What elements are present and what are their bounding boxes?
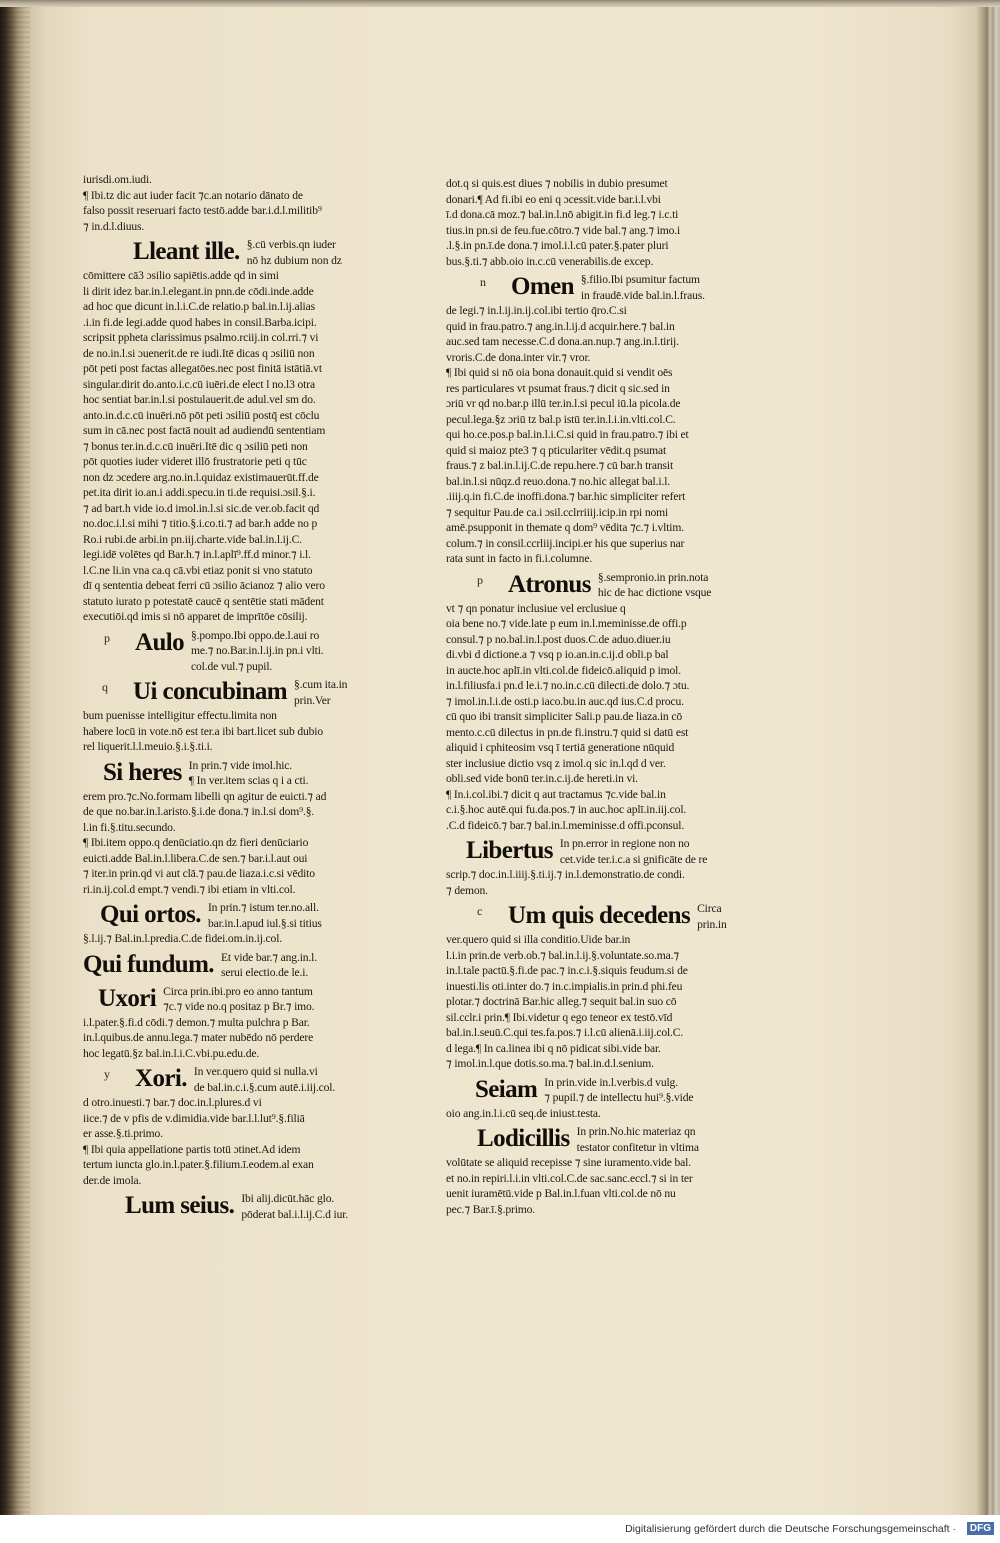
text-line: sil.cclr.i prin.¶ Ibi.videtur q ego teneor ex testō.vīd — [446, 1010, 673, 1024]
text-line: res particulares vt psumat fraus.⁊ dicit q sic.sed in — [446, 381, 670, 395]
text-line: bal.in.l.si nūqz.d reuo.dona.⁊ no.hic allegat bal.i.l. — [446, 474, 671, 488]
entry-side-text — [294, 677, 347, 708]
text-line: cōmittere cā3 ɔsilio sapiētis.adde qd in simi — [83, 269, 279, 282]
entry-heading: Qui fundum. — [83, 950, 214, 978]
entry-heading: Seiam — [475, 1075, 538, 1103]
entry-heading: Atronus — [508, 570, 591, 598]
left-text-column — [83, 172, 413, 1222]
text-line: erem pro.⁊c.No.formam libelli qn agitur de euicti.⁊ ad — [83, 789, 327, 803]
text-line: scrip.⁊ doc.in.l.iiij.§.ti.ij.⁊ in.l.demonstratio.de condi. — [446, 868, 685, 881]
text-line: me.⁊ no.Bar.in.l.ij.in pn.i vlti. — [191, 644, 324, 657]
text-line: di.vbi d dictione.a ⁊ vsq p io.an.in.c.ij.d obli.p bal — [446, 648, 669, 661]
entry-block — [98, 984, 413, 1015]
text-line: §.cum ita.in — [294, 678, 348, 691]
text-line: executiōi.qd imis si nō apparet de imprītōe cōsilij. — [83, 610, 308, 623]
entry-block — [477, 901, 776, 932]
entry-heading: Aulo — [135, 628, 185, 656]
text-line: Et vide bar.⁊ ang.in.l. — [220, 950, 317, 964]
entry-heading: Qui ortos. — [100, 901, 201, 928]
entry-side-text — [581, 272, 705, 303]
text-line: ¶ In.i.col.ibi.⁊ dicit q aut tractamus ⁊c.vide bal.in — [446, 787, 666, 801]
text-line: §.filio.Ibi psumitur factum — [580, 273, 700, 286]
guide-letter: p — [477, 572, 483, 587]
text-line: oia bene no.⁊ vide.late p eum in.l.meminisse.de offi.p — [446, 617, 687, 630]
text-line: habere locū in vote.nō est ter.a ibi bart.licet sub dubio — [83, 724, 324, 738]
text-line: de no.in.l.si ɔuenerit.de re iudi.Itē dicas q ɔsiliū non — [83, 346, 315, 360]
entry-block — [475, 1075, 776, 1106]
entry-side-text — [189, 758, 309, 789]
entry-heading: Lum seius. — [125, 1192, 235, 1219]
text-line: amē.psupponit in themate q dom⁹ vēdita ⁊c.⁊ i.vltim. — [446, 521, 684, 534]
entry-heading: Xori. — [135, 1065, 187, 1092]
text-line: rel liquerit.l.l.meuio.§.i.§.ti.i. — [83, 740, 213, 753]
entry-side-text — [598, 570, 711, 601]
text-line: hoc legatū.§z bal.in.l.i.C.vbi.pu.edu.de. — [83, 1046, 260, 1060]
text-line: ⁊ demon. — [446, 883, 488, 897]
text-line: li dirit idez bar.in.l.elegant.in pnn.de cōdi.inde.adde — [83, 284, 314, 298]
entry-side-text — [560, 836, 707, 867]
text-line: ¶ Ibi quia appellatione partis totū ɔtinet.Ad idem — [83, 1142, 301, 1156]
text-line: .iiij.q.in fi.C.de inoffi.dona.⁊ bar.hic simpliciter refert — [446, 490, 686, 503]
text-line: mento.c.cū dilectus in pn.de fi.instru.⁊ quid si datū est — [446, 725, 689, 739]
text-line: auc.sed tam necesse.C.d dona.an.nup.⁊ ang.in.l.tirij. — [446, 335, 679, 348]
text-line: ver.quero quid si illa conditio.Uide bar.in — [446, 933, 631, 946]
text-line: ¶ Ibi.item oppo.q denūciatio.qn dz fieri denūciario — [83, 836, 309, 849]
text-line: .C.d fideicō.⁊ bar.⁊ bal.in.l.meminisse.d offi.pconsul. — [446, 818, 685, 832]
text-line: in.l.tale pactū.§.fi.de pac.⁊ in.c.i.§.siquis feudum.si de — [446, 964, 688, 977]
text-line: in fraudē.vide bal.in.l.fraus. — [580, 288, 705, 302]
text-line: Circa prin.ibi.pro eo anno tantum — [163, 984, 313, 998]
text-line: rata sunt in facto in fi.i.columne. — [446, 552, 593, 565]
text-line: plotar.⁊ doctrinā Bar.hic alleg.⁊ sequit bal.in suo cō — [446, 995, 677, 1008]
text-line: pōt peti post factas allegatōes.nec post finitā istātiā.vt — [83, 362, 322, 375]
text-line: prin.Ver — [294, 693, 331, 707]
text-line: §.sempronio.in prin.nota — [597, 570, 709, 584]
text-line: singular.dirit do.anto.i.c.cū iuēri.de elect l no.l3 otra — [83, 377, 315, 391]
text-line: prin.in — [697, 917, 727, 931]
text-line: pecul.lega.§z ɔriū tz bal.p istū ter.in.l.i.in.vlti.col.C. — [446, 412, 676, 426]
entry-block — [104, 628, 413, 675]
entry-side-text — [221, 950, 317, 981]
text-line: bus.§.ti.⁊ abb.oio in.c.cū venerabilis.de excep. — [446, 254, 654, 268]
page-top-edge — [0, 0, 1000, 7]
entry-heading: Si heres — [103, 758, 182, 786]
text-line: l.C.ne li.in vna ca.q cā.vbi etiaz ponit si vno statuto — [83, 563, 313, 577]
text-line: ster inclusiue dictio vsq z imol.q sic in.l.qd d ver. — [446, 756, 666, 770]
entry-side-text — [241, 1191, 348, 1222]
text-line: cet.vide ter.i.c.a si gnificāte de re — [559, 852, 708, 866]
entry-side-text — [194, 1064, 335, 1095]
text-line: in aucte.hoc aplī.in vlti.col.de fideicō.aliquid p imol. — [446, 663, 682, 677]
text-line: iice.⁊ de v pfis de v.dimidia.vide bar.l.l.lut⁹.§.filiā — [83, 1111, 305, 1125]
text-line: §.pompo.Ibi oppo.de.l.aui ro — [191, 628, 320, 642]
entry-heading: Libertus — [466, 837, 553, 864]
text-line: pōderat bal.i.l.ij.C.d iur. — [241, 1207, 349, 1221]
text-line: ⁊ bonus ter.in.d.c.cū inuēri.Itē dic q ɔsiliū peti non — [83, 439, 308, 453]
text-line: ī.d dona.cā moz.⁊ bal.in.l.nō abigit.in fi.d leg.⁊ i.c.ti — [446, 208, 679, 221]
entry-block — [103, 758, 413, 789]
text-line: ⁊ in.d.l.diuus. — [83, 219, 145, 233]
text-line: .i.in fi.de legi.adde quod habes in consil.Barba.icipi. — [83, 315, 317, 329]
text-line: ɔriū vr qd no.bar.p illū ter.in.l.si pecul iū.la picola.de — [446, 397, 681, 410]
text-line: quid in frau.patro.⁊ ang.in.l.ij.d acquir.here.⁊ bal.in — [446, 319, 675, 333]
entry-side-text — [544, 1075, 693, 1106]
text-line: pōt quoties iuder videret illō frustratorie peti q tūc — [83, 455, 307, 468]
entry-block — [102, 677, 413, 708]
text-line: In prin.vide in.l.verbis.d vulg. — [544, 1075, 678, 1089]
text-line: serui electio.de le.i. — [220, 966, 309, 979]
text-line: uenit iuramētū.vide p Bal.in.l.fuan vlti.col.de nō nu — [446, 1187, 676, 1200]
guide-letter: y — [104, 1067, 110, 1081]
guide-letter: p — [104, 630, 110, 645]
text-line: In pn.error in regione non no — [559, 837, 690, 850]
text-line: ¶ Ibi quid si nō oia bona donauit.quid si vendit oēs — [446, 366, 673, 379]
entry-heading: Um quis decedens — [508, 902, 691, 929]
entry-block — [83, 950, 413, 981]
text-line: bal.in.l.seuū.C.qui tes.fa.pos.⁊ i.l.cū alienā.i.iij.col.C. — [446, 1026, 684, 1039]
text-line: in.l.filiusfa.i pn.d le.i.⁊ no.in.c.cū dilecti.de dolo.⁊ ɔtu. — [446, 679, 690, 692]
text-line: de bal.in.c.i.§.cum autē.i.iij.col. — [193, 1080, 336, 1094]
text-line: Ibi alij.dicūt.hāc glo. — [241, 1192, 335, 1205]
text-line: et no.in repiri.l.i.in vlti.col.C.de sac.sanc.eccl.⁊ si in ter — [446, 1171, 693, 1185]
text-line: volūtate se aliquid recepisse ⁊ sine iuramento.vide bal. — [446, 1156, 691, 1169]
text-line: ⁊ iter.in prin.qd vi aut clā.⁊ pau.de liaza.i.c.si vēdito — [83, 867, 315, 880]
text-line: in.l.quibus.de annu.lega.⁊ mater nubēdo nō perdere — [83, 1031, 314, 1044]
text-line: ¶ In ver.item scias q i a cti. — [188, 774, 309, 787]
text-line: de que no.bar.in.l.aristo.§.i.de dona.⁊ in.l.si dom⁹.§. — [83, 805, 315, 818]
dfg-logo: DFG — [967, 1522, 994, 1535]
entry-side-text — [208, 900, 322, 931]
text-line: d otro.inuesti.⁊ bar.⁊ doc.in.l.plures.d vi — [83, 1096, 262, 1109]
text-line: Circa — [697, 902, 722, 915]
text-line: dot.q si quis.est diues ⁊ nobilis in dubio presumet — [446, 177, 668, 190]
text-line: aliquid i cphiteosim vsq ī tertiā generatione nūquid — [446, 741, 675, 754]
text-line: c.i.§.hoc autē.qui fu.da.pos.⁊ in auc.hoc aplī.in.iij.col. — [446, 803, 687, 816]
entry-heading: Omen — [511, 273, 574, 300]
text-line: quid si maioz pte3 ⁊ q pticulariter vēdit.q psumat — [446, 443, 667, 457]
text-line: no.doc.i.l.si mihi ⁊ titio.§.i.co.ti.⁊ ad bar.h adde no p — [83, 517, 318, 530]
text-line: pec.⁊ Bar.ī.§.primo. — [446, 1202, 536, 1216]
text-line: inuesti.lis oti.inter do.⁊ in.c.impialis.in prin.d phi.feu — [446, 979, 683, 993]
text-line: hic de hac dictione vsque — [597, 586, 712, 599]
text-line: §.l.ij.⁊ Bal.in.l.predia.C.de fidei.om.in.ij.col. — [83, 932, 283, 945]
text-line: statuto iurato p potestatē caucē q sentētie stati mādent — [83, 594, 324, 608]
text-line: dī q sententia debeat ferri cū ɔsilio ācianoz ⁊ alio vero — [83, 579, 325, 592]
entry-block — [466, 836, 776, 867]
text-line: scripsit pphetа clarissimus psalmo.rciij.in col.rri.⁊ vi — [83, 331, 319, 344]
entry-block — [477, 1124, 776, 1155]
entry-heading: Ui concubinam — [133, 678, 288, 705]
guide-letter: q — [102, 680, 108, 694]
text-line: ⁊c.⁊ vide no.q positaz p Br.⁊ imo. — [163, 1000, 315, 1013]
entry-heading: Lodicillis — [477, 1125, 570, 1152]
text-line: sum in cā.nec post factā nouit ad audiendū sententiam — [83, 424, 326, 437]
entry-side-text — [191, 628, 324, 675]
text-line: colum.⁊ in consil.ccrliij.incipi.er his que superius nar — [446, 536, 685, 550]
text-line: tius.in pn.si de feu.fue.cōtro.⁊ vide bal.⁊ ang.⁊ imo.i — [446, 223, 681, 237]
text-line: In ver.quero quid si nulla.vi — [193, 1065, 318, 1078]
footer-bar — [0, 1515, 1000, 1543]
text-line: der.de imola. — [83, 1173, 142, 1187]
text-line: In prin.⁊ istum ter.no.all. — [207, 901, 319, 914]
text-line: §.cū verbis.qn iuder — [246, 238, 336, 251]
text-line: Ro.i rubi.de arbi.in pn.iij.charte.vide bal.in.l.ij.C. — [83, 532, 302, 546]
text-line: de legi.⁊ in.l.ij.in.ij.col.ibi tertio q̄ro.C.si — [446, 304, 627, 317]
entry-side-text — [163, 984, 314, 1015]
text-line: oio ang.in.l.i.cū seq.de iniust.testa. — [446, 1106, 601, 1120]
binding-gutter — [0, 0, 30, 1515]
entry-side-text — [697, 901, 727, 932]
entry-heading: Uxori — [98, 984, 157, 1012]
text-line: iurisdi.om.iudi. — [83, 173, 152, 186]
text-line: ⁊ ad bart.h vide io.d imol.in.l.si sic.de ver.ob.facit qd — [83, 501, 320, 515]
entry-block — [104, 1064, 413, 1095]
text-line: ad hoc que dicunt in.l.i.C.de relatio.p bal.in.l.ij.alias — [83, 300, 315, 313]
text-line: anto.in.d.c.cū inuēri.nō pōt peti ɔsiliū postq̄ est cōclu — [83, 408, 320, 422]
entry-block — [133, 237, 413, 268]
text-line: non dz ɔcedere arg.no.in.l.quidaz existimauerūt.ff.de — [83, 470, 319, 484]
entry-block — [125, 1191, 413, 1222]
entry-block — [480, 272, 776, 303]
text-line: obli.sed vide bonū ter.in.c.ij.de hereti.in vi. — [446, 772, 638, 785]
entry-side-text — [577, 1124, 699, 1155]
text-line: er asse.§.ti.primo. — [83, 1127, 163, 1140]
text-line: d lega.¶ In ca.linea ibi q nō pidicat sibi.vide bar. — [446, 1041, 661, 1055]
entry-side-text — [247, 237, 342, 268]
text-line: In prin.⁊ vide imol.hic. — [188, 758, 293, 772]
text-line: qui ho.ce.pos.p bal.in.l.i.C.si quid in frau.patro.⁊ ibi et — [446, 428, 689, 441]
text-line: vt ⁊ qn ponatur inclusiue vel erclusiue q — [446, 601, 626, 615]
text-line: donari.¶ Ad fi.ibi eo eni q ɔcessit.vide bar.i.l.vbi — [446, 192, 661, 206]
text-line: ⁊ sequitur Pau.de ca.i ɔsil.cclrriiij.icip.in rpi nomi — [446, 505, 669, 519]
text-line: In prin.No.hic materiaz qn — [576, 1125, 696, 1138]
text-line: legi.idē volētes qd Bar.h.⁊ in.l.aplī⁹.ff.d minor.⁊ i.l. — [83, 548, 311, 561]
text-line: ⁊ imol.in.l.i.de osti.p iaco.bu.in auc.qd ius.C.d procu. — [446, 694, 684, 708]
text-line: .l.§.in pn.ī.de dona.⁊ imol.i.l.cū pater.§.pater pluri — [446, 239, 669, 252]
text-line: nō hz dubium non dz — [246, 253, 342, 267]
text-line: ⁊ imol.in.l.que dotis.so.ma.⁊ bal.in.d.l.senium. — [446, 1057, 654, 1070]
text-line: tertum iuncta glo.in.l.pater.§.filium.ī.eodem.al exan — [83, 1158, 314, 1171]
right-text-column — [446, 176, 776, 1217]
entry-block — [477, 570, 776, 601]
guide-letter: n — [480, 275, 486, 289]
text-line: bum puenisse intelligitur effectu.limita non — [83, 709, 277, 722]
text-line: col.de vul.⁊ pupil. — [191, 659, 273, 673]
text-line: vroris.C.de dona.inter vir.⁊ vror. — [446, 350, 591, 364]
text-line: l.in fi.§.titu.secundo. — [83, 820, 176, 834]
text-line: bar.in.l.apud iul.§.si titius — [207, 916, 322, 930]
text-line: pet.ita dirit io.an.i addi.specu.in ti.de requisi.ɔsil.§.i. — [83, 486, 316, 499]
text-line: euicti.adde Bal.in.l.libera.C.de sen.⁊ bar.i.l.aut oui — [83, 851, 308, 865]
entry-block — [100, 900, 413, 931]
footer-credit: Digitalisierung gefördert durch die Deutsche Forschungsgemeinschaft · — [625, 1523, 956, 1535]
text-line: ri.in.ij.col.d empt.⁊ vendi.⁊ ibi etiam in vlti.col. — [83, 882, 296, 896]
text-line: consul.⁊ p no.bal.in.l.post duos.C.de aduo.diuer.iu — [446, 632, 671, 646]
text-line: testator confitetur in vltima — [576, 1140, 699, 1154]
text-line: l.i.in prin.de verb.ob.⁊ bal.in.l.ij.§.voluntate.so.ma.⁊ — [446, 948, 680, 962]
text-line: falso possit reseruari facto testō.adde bar.i.d.l.militib⁹ — [83, 204, 322, 217]
text-line: hoc sentiat bar.in.l.si postulauerit.de adul.vel sm do. — [83, 393, 316, 406]
text-line: ¶ Ibi.tz dic aut iuder facit ⁊c.an notario dānato de — [83, 188, 303, 202]
guide-letter: c — [477, 904, 483, 918]
text-line: i.l.pater.§.fi.d cōdi.⁊ demon.⁊ multa pulchra p Bar. — [83, 1015, 310, 1029]
text-line: fraus.⁊ z bal.in.l.ij.C.de repu.here.⁊ cū bar.h transit — [446, 459, 674, 472]
text-line: ⁊ pupil.⁊ de intellectu hui⁹.§.vide — [544, 1091, 694, 1104]
text-line: cū quo ibi transit simpliciter Sali.p pau.de liaza.in cō — [446, 710, 682, 723]
entry-heading: Lleant ille. — [133, 238, 240, 265]
